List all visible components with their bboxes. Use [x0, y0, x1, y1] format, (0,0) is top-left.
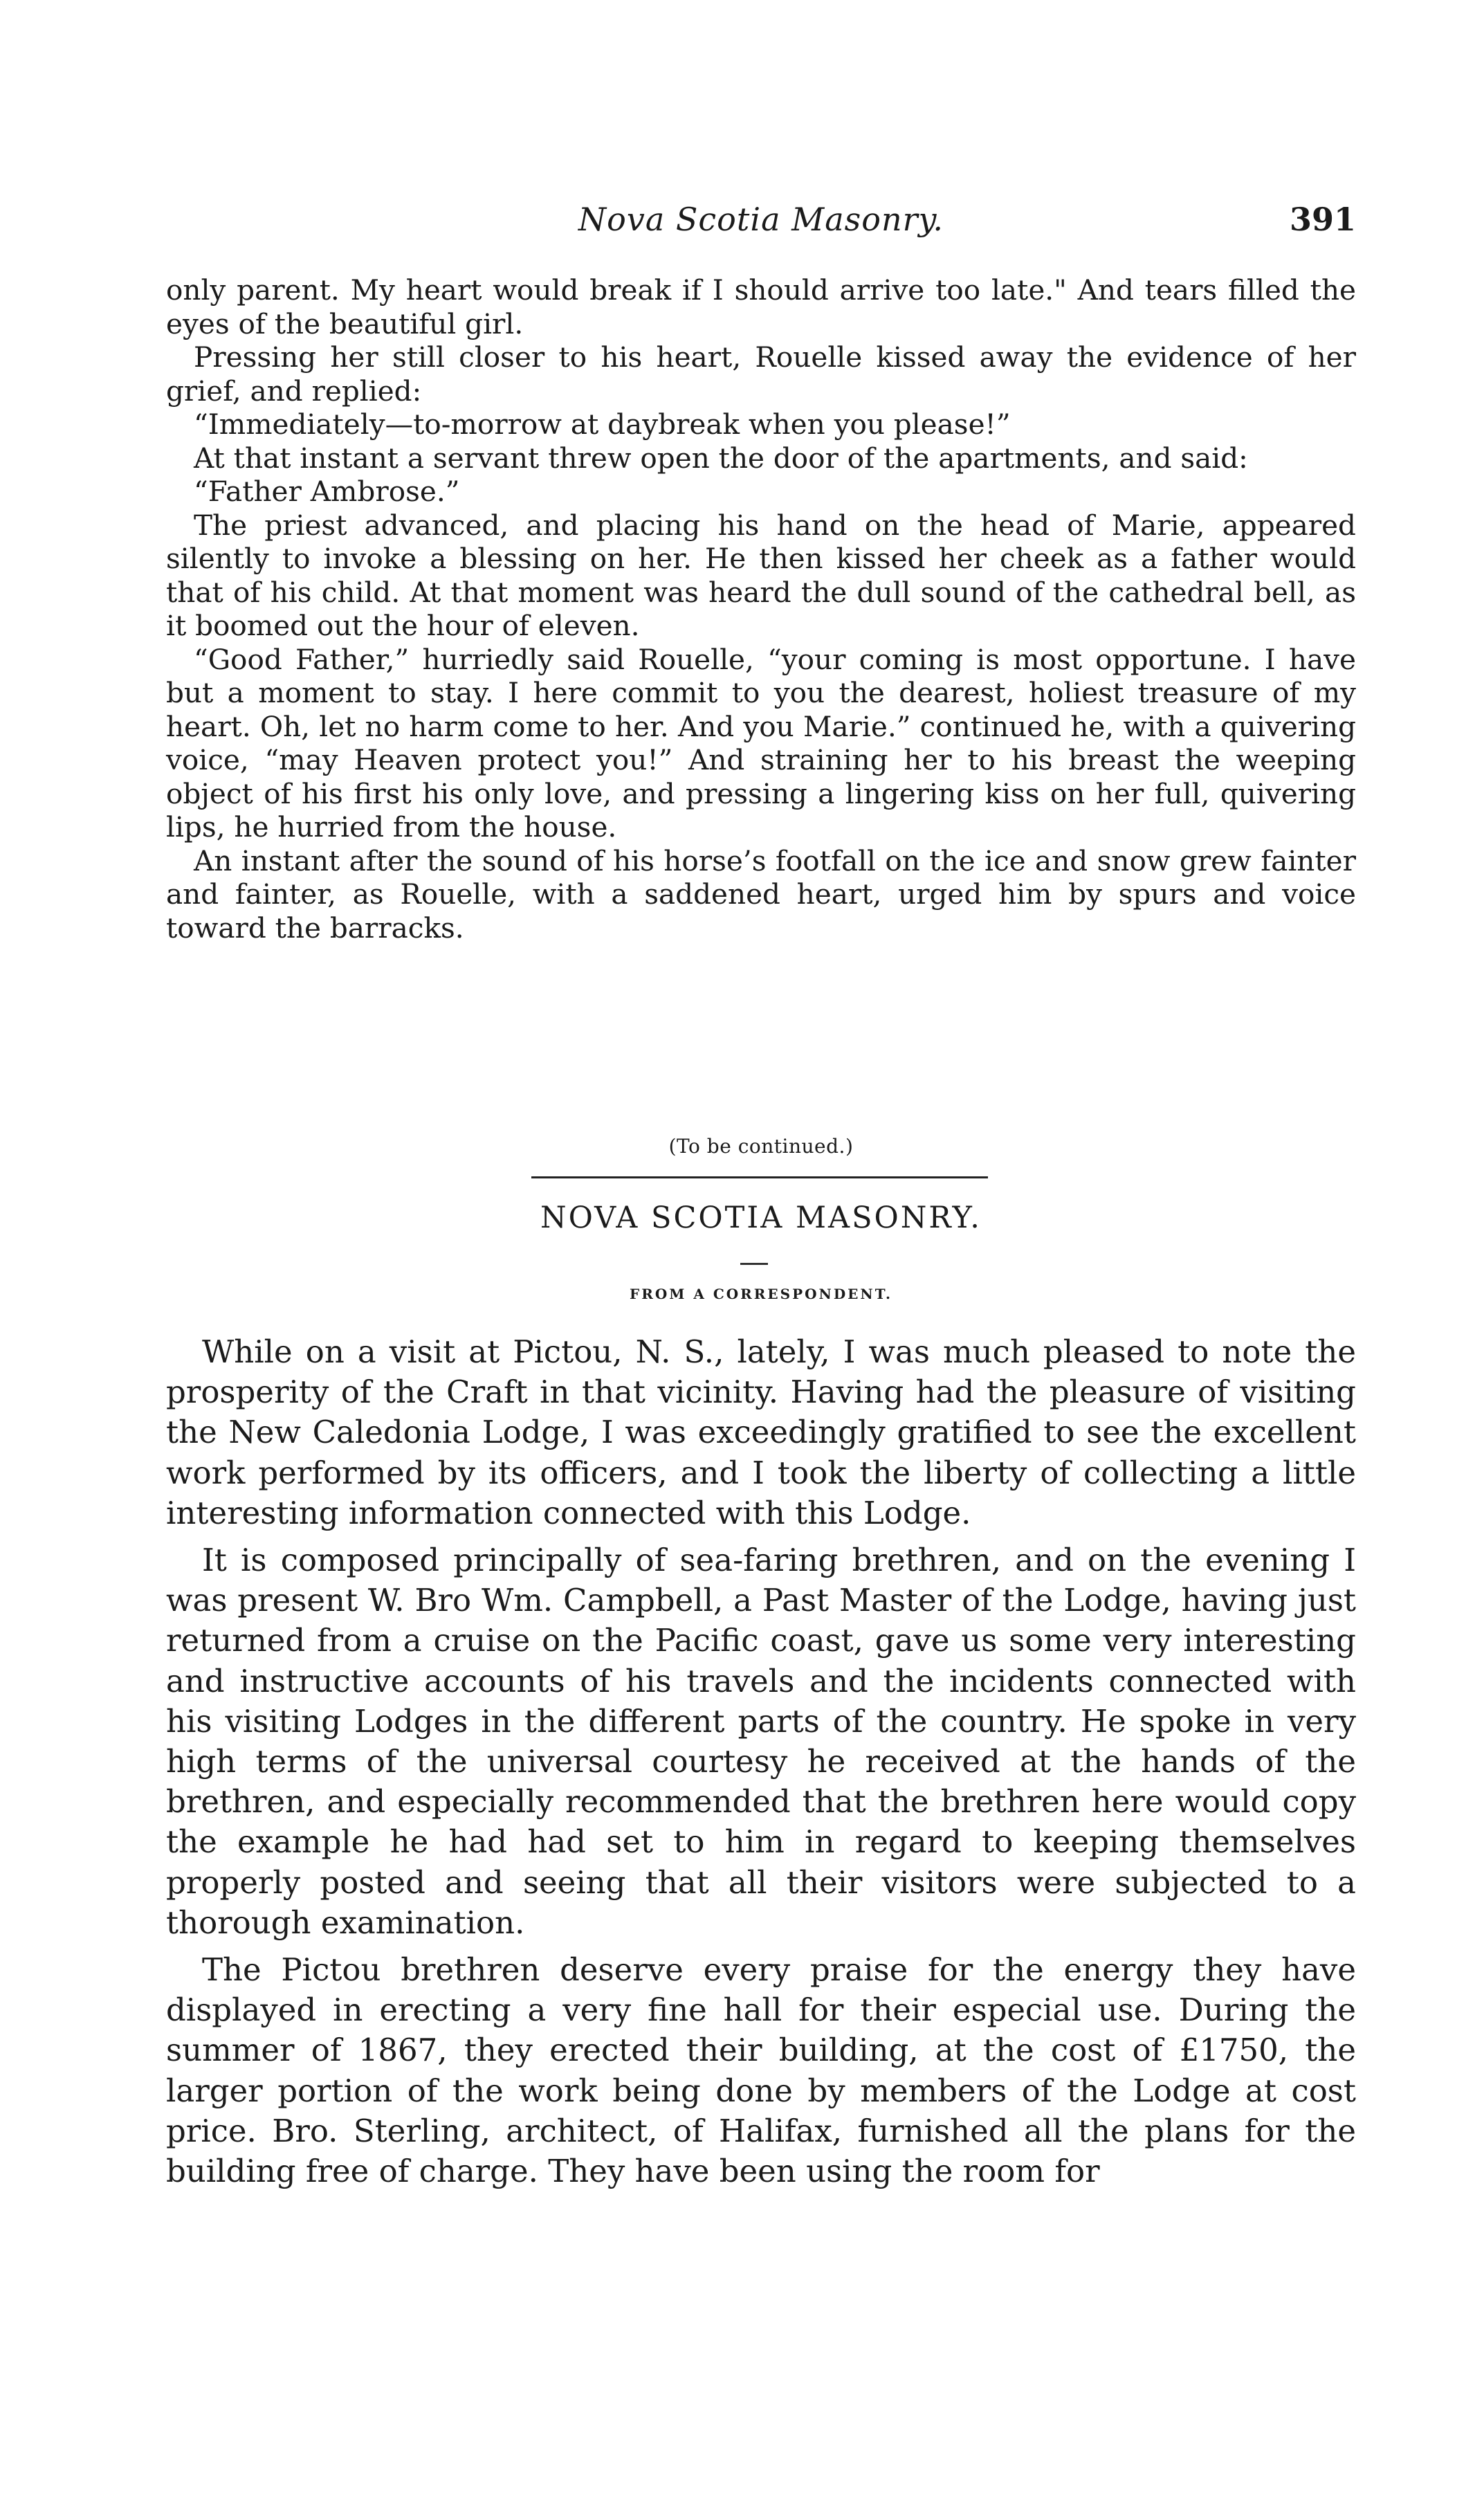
article-paragraph: It is composed principally of sea-faring brethren, and on the evening I was present W. Bro Wm. Campbell, a Past Master of the Lodge, having just returned from a cruise on the Pacific coast, gave us some very interesting and instructive accounts of his travels and the incidents connected with his visiting Lodges in the different parts of the country. He spoke in very high terms of the universal courtesy he received at the hands of the brethren, and especially recommended that the brethren here would copy the example he had had set to him in regard to keeping themselves properly posted and seeing that all their visitors were subjected to a thorough examination.	[166, 1542, 1356, 1941]
story-paragraph: Pressing her still closer to his heart, Rouelle kissed away the evidence of her grief, and replied:	[166, 340, 1356, 408]
story-paragraph: only parent. My heart would break if I should arrive too late." And tears filled the eyes of the beautiful girl.	[166, 273, 1356, 340]
title-dash	[740, 1263, 768, 1265]
story-paragraph: “Good Father,” hurriedly said Rouelle, “your coming is most opportune. I have but a moment to stay. I here commit to you the dearest, holiest treasure of my heart. Oh, let no harm come to her. And you Marie.” continued he, with a quivering voice, “may Heaven protect you!” And straining her to his breast the weeping object of his first his only love, and pressing a lingering kiss on her full, quivering lips, he hurried from the house.	[166, 642, 1356, 844]
article-body	[166, 1332, 1356, 2191]
story-continuation	[166, 273, 1356, 945]
article-paragraph: The Pictou brethren deserve every praise for the energy they have displayed in erecting a very fine hall for their especial use. During the summer of 1867, they erected their building, at the cost of £1750, the larger portion of the work being done by members of the Lodge at cost price. Bro. Sterling, architect, of Halifax, furnished all the plans for the building free of charge. They have been using the room for	[166, 1951, 1356, 2190]
to-be-continued-note: (To be continued.)	[668, 1135, 854, 1158]
story-paragraph: “Immediately—to-morrow at daybreak when you please!”	[194, 408, 1011, 441]
page-number: 391	[1289, 201, 1356, 238]
story-paragraph: An instant after the sound of his horse’s footfall on the ice and snow grew fainter and fainter, as Rouelle, with a saddened heart, urged him by spurs and voice toward the barracks.	[166, 844, 1356, 945]
section-divider	[531, 1176, 988, 1178]
running-head	[166, 201, 1356, 249]
article-paragraph: While on a visit at Pictou, N. S., lately, I was much pleased to note the prosperity of the Craft in that vicinity. Having had the pleasure of visiting the New Caledonia Lodge, I was exceedingly gratified to see the excellent work performed by its officers, and I took the liberty of collecting a little interesting information connected with this Lodge.	[166, 1333, 1356, 1531]
story-paragraph: “Father Ambrose.”	[194, 475, 460, 508]
story-paragraph: At that instant a servant threw open the door of the apartments, and said:	[194, 441, 1248, 475]
article-byline: FROM A CORRESPONDENT.	[630, 1286, 892, 1302]
article-title: NOVA SCOTIA MASONRY.	[540, 1201, 982, 1235]
story-paragraph: The priest advanced, and placing his hand on the head of Marie, appeared silently to invoke a blessing on her. He then kissed her cheek as a father would that of his child. At that moment was heard the dull sound of the cathedral bell, as it boomed out the hour of eleven.	[166, 508, 1356, 642]
running-title: Nova Scotia Masonry.	[578, 201, 944, 238]
